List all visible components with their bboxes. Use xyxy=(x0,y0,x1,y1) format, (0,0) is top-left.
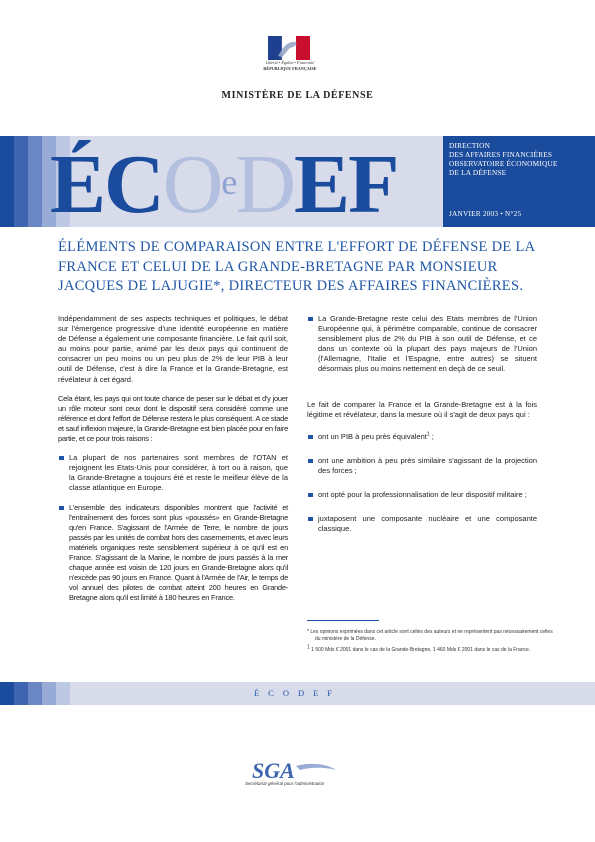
logo-caption xyxy=(255,60,325,71)
title-letter-e-acute: É xyxy=(50,138,105,227)
bullet-item xyxy=(307,490,537,500)
direction-box xyxy=(443,136,595,227)
footnote-one xyxy=(307,644,572,654)
direction-text xyxy=(449,141,558,177)
bullet-text: ont opté pour la professionnalisation de leur dispositif militaire ; xyxy=(318,490,527,500)
bullet-text: juxtaposent une composante nucléaire et une composante classique. xyxy=(318,514,537,534)
direction-line: DIRECTION xyxy=(449,141,491,150)
bullet-marker-icon xyxy=(308,317,313,321)
paragraph: Cela étant, les pays qui ont toute chance de peser sur le débat et d'y jouer un rôle moteur sont ceux dont le dispositif sera considéré comme une référence et dont l'effort de Défense restera le plus conséquent. A ce stade et sauf inflexion majeure, la Grande-Bretagne est bien placée pour en faire partie, et ce pour trois raisons : xyxy=(58,393,288,444)
title-letter-small-e: e xyxy=(221,162,236,202)
bullet-item xyxy=(58,503,288,604)
bullet-item xyxy=(307,314,537,375)
article-headline: ÉLÉMENTS DE COMPARAISON ENTRE L'EFFORT DE DÉFENSE DE LA FRANCE ET CELUI DE LA GRANDE-BRETAGNE PAR MONSIEUR JACQUES DE LAJUGIE*, DIRECTEUR DES AFFAIRES FINANCIÈRES. xyxy=(58,239,535,294)
ecodef-banner xyxy=(0,136,443,227)
bullet-marker-icon xyxy=(308,435,313,439)
bullet-marker-icon xyxy=(59,506,64,510)
bullet-text: La Grande-Bretagne reste celui des Etats membres de l'Union Européenne qui, à périmètre comparable, continue de consacrer sensiblement plus de 2% du PIB à son outil de Défense, et ce dans un contexte où la plupart des pays majeurs de l'Union (l'Allemagne, l'Italie et l'Espagne, entre autres) se situent désormais plus ou moins nettement en deçà de ce seuil. xyxy=(318,314,537,374)
direction-line: DES AFFAIRES FINANCIÈRES xyxy=(449,150,553,159)
footnote-text: du ministère de la Défense. xyxy=(315,636,376,642)
bullet-text: ont une ambition à peu près similaire s'agissant de la projection des forces ; xyxy=(318,455,537,475)
title-letter-c: C xyxy=(104,138,163,227)
bullet-text: L'ensemble des indicateurs disponibles montrent que l'activité et l'entraînement des forces sont plus «poussés» en Grande-Bretagne qu'en France. S'agissant de l'Armée de Terre, le nombre de jours passés par les unités de combat hors des casernements, et avec leurs matériels organiques reste sensiblement supérieur à ce qu'il est en France. S'agissant de la Marine, le nombre de jours passés à la mer chaque année est voisin de 120 jours en Grande-Bretagne alors qu'il n'excède pas 90 jours en France. Quant à l'Armée de l'Air, le temps de vol annuel des pilotes de combat atteint 200 heures en Grande-Bretagne alors qu'il est limité à 180 heures en France. xyxy=(69,502,288,603)
direction-line: DE LA DÉFENSE xyxy=(449,168,507,177)
footnote-divider xyxy=(307,620,379,621)
bullet-marker-icon xyxy=(308,459,313,463)
footnote-number: 1 xyxy=(307,644,310,651)
bullet-marker-icon xyxy=(308,517,313,521)
bullet-text-end: ; xyxy=(429,431,434,441)
footnote-ref: 1 xyxy=(426,431,430,438)
bullet-marker-icon xyxy=(59,456,64,460)
title-letter-f: F xyxy=(348,138,398,227)
issue-date: JANVIER 2003 • N°25 xyxy=(449,209,522,218)
bullet-text: ont un PIB à peu près équivalent xyxy=(318,431,427,441)
sga-subtitle: Secrétariat général pour l'administration xyxy=(245,781,325,786)
title-letter-e: E xyxy=(294,138,349,227)
bullet-item xyxy=(307,514,537,534)
direction-line: OBSERVATOIRE ÉCONOMIQUE xyxy=(449,159,558,168)
ministry-name: MINISTÈRE DE LA DÉFENSE xyxy=(221,90,374,101)
bullet-text: La plupart de nos partenaires sont membres de l'OTAN et rejoignent les Etats-Unis pour considérer, à tort ou à raison, que la Grande-Bretagne a toujours été et reste le meilleur élève de la classe atlantique en Europe. xyxy=(69,453,288,493)
sga-logo-text: SGA xyxy=(252,758,295,783)
left-column xyxy=(58,314,288,612)
logo-republic: RÉPUBLIQUE FRANÇAISE xyxy=(263,65,317,71)
footnote-star xyxy=(307,629,572,643)
bullet-item xyxy=(58,453,288,493)
bullet-marker-icon xyxy=(308,493,313,497)
bullet-item xyxy=(307,456,537,476)
paragraph: Le fait de comparer la France et la Grande-Bretagne est à la fois légitime et révélateur, dans la mesure où il s'agit de deux pays qui : xyxy=(307,399,537,419)
marianne-logo xyxy=(268,36,310,60)
title-letter-o: O xyxy=(162,138,222,227)
right-column xyxy=(307,314,537,543)
ecodef-title xyxy=(50,136,397,227)
logo-motto: Liberté • Égalité • Fraternité xyxy=(265,60,315,65)
footnotes xyxy=(307,629,572,658)
footnote-text: 1 500 Mds € 2001 dans le cas de la Grande-Bretagne, 1 460 Mds € 2001 dans le cas de la France. xyxy=(309,647,531,653)
footnote-text: * Les opinions exprimées dans cet article sont celles des auteurs et ne représentent pas nécessairement celles xyxy=(307,629,553,635)
paragraph: Indépendamment de ses aspects techniques et politiques, le débat sur l'émergence progressive d'une identité européenne en matière de Défense a également une composante financière. Le fait qu'il soit, au moins pour partie, animé par les deux pays qui continuent de consacrer un peu moins ou un peu plus de 2% de leur PIB à leur outil de Défense, c'est à dire la France et la Grande-Bretagne, est révélateur à cet égard. xyxy=(58,314,288,384)
bullet-item xyxy=(307,432,537,442)
title-letter-d: D xyxy=(235,138,295,227)
footer-label: ÉCODEF xyxy=(253,688,342,698)
